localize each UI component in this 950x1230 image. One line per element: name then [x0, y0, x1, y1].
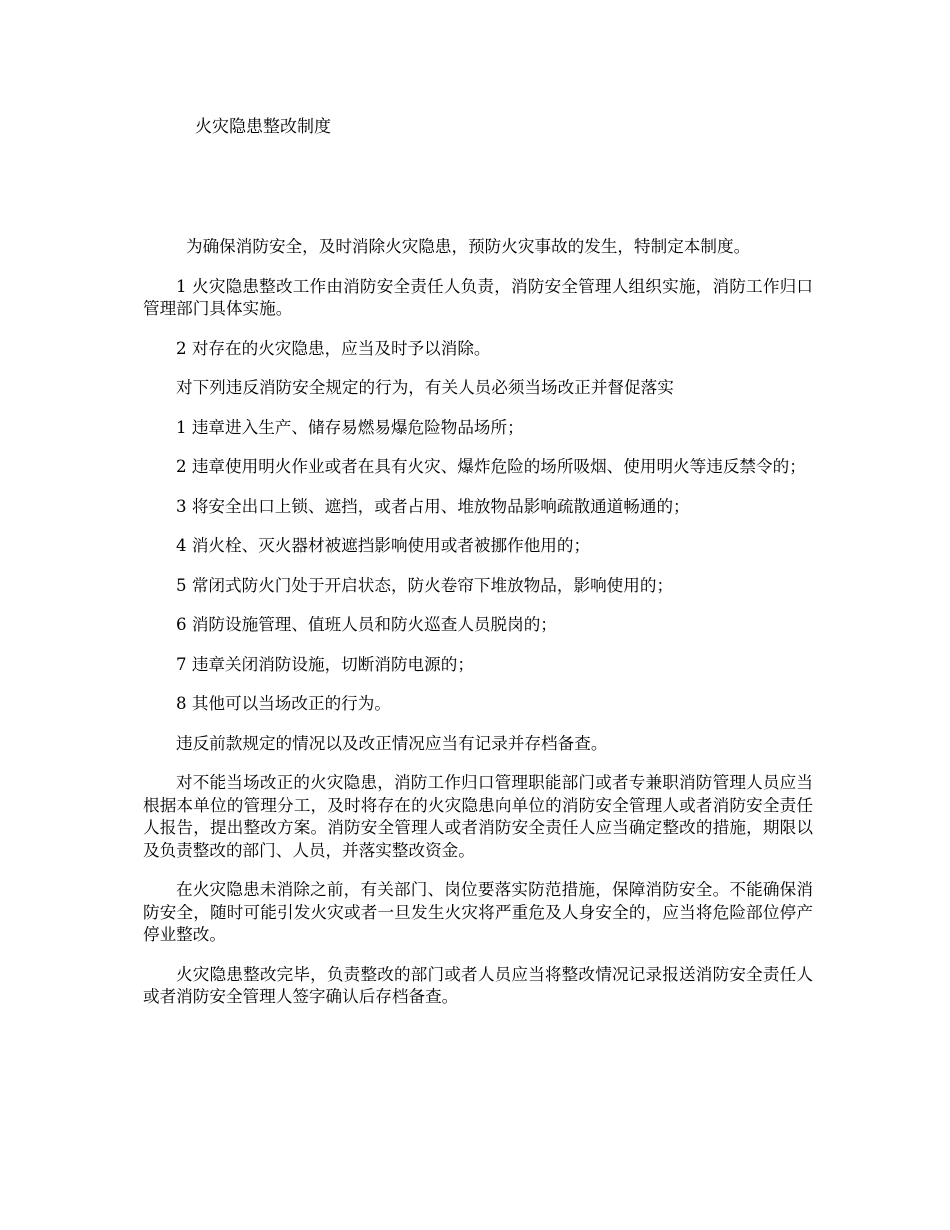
list-item: 8 其他可以当场改正的行为。 — [176, 694, 391, 713]
paragraph-item: 1 火灾隐患整改工作由消防安全责任人负责，消防安全管理人组织实施，消防工作归口管理部门具体实施。 — [143, 276, 813, 318]
list-item: 1 违章进入生产、储存易燃易爆危险物品场所； — [176, 417, 524, 437]
document-body — [143, 236, 813, 1026]
list-item: 6 消防设施管理、值班人员和防火巡查人员脱岗的； — [176, 615, 557, 634]
list-item: 4 消火栓、灭火器材被遮挡影响使用或者被挪作他用的； — [176, 536, 591, 555]
paragraph-intro: 为确保消防安全，及时消除火灾隐患，预防火灾事故的发生，特制定本制度。 — [186, 237, 751, 256]
paragraph-body: 对不能当场改正的火灾隐患，消防工作归口管理职能部门或者专兼职消防管理人员应当根据本单位的管理分工，及时将存在的火灾隐患向单位的消防安全管理人或者消防安全责任人报告，提出整改方案。消防安全管理人或者消防安全责任人应当确定整改的措施，期限以及负责整改的部门、人员，并落实整改资金。 — [143, 773, 813, 860]
paragraph-body: 在火灾隐患未消除之前，有关部门、岗位要落实防范措施，保障消防安全。不能确保消防安全，随时可能引发火灾或者一旦发生火灾将严重危及人身安全的，应当将危险部位停产停业整改。 — [143, 880, 813, 944]
list-item: 5 常闭式防火门处于开启状态，防火卷帘下堆放物品，影响使用的； — [176, 575, 674, 595]
list-item: 3 将安全出口上锁、遮挡，或者占用、堆放物品影响疏散通道畅通的； — [176, 496, 690, 516]
paragraph-item: 2 对存在的火灾隐患，应当及时予以消除。 — [176, 338, 491, 358]
paragraph-body: 火灾隐患整改完毕，负责整改的部门或者人员应当将整改情况记录报送消防安全责任人或者消防安全管理人签字确认后存档备查。 — [143, 964, 813, 1006]
paragraph-heading: 对下列违反消防安全规定的行为，有关人员必须当场改正并督促落实 — [176, 378, 674, 397]
document-title: 火灾隐患整改制度 — [195, 117, 331, 137]
list-item: 7 违章关闭消防设施，切断消防电源的； — [176, 654, 474, 674]
list-item: 2 违章使用明火作业或者在具有火灾、爆炸危险的场所吸烟、使用明火等违反禁令的； — [176, 457, 806, 476]
paragraph-body: 违反前款规定的情况以及改正情况应当有记录并存档备查。 — [176, 733, 608, 753]
